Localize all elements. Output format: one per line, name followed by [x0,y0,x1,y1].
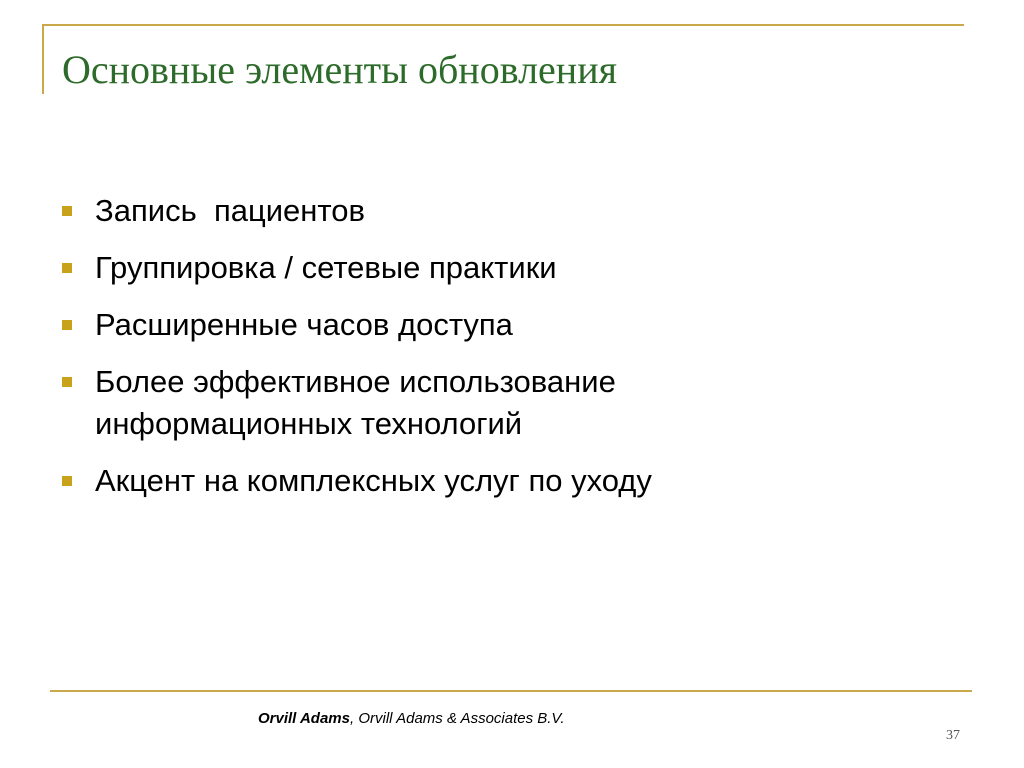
bullet-item [62,460,962,502]
footer-company: , Orvill Adams & Associates B.V. [349,710,565,727]
footer-author: Orvill Adams [258,710,350,727]
square-bullet-icon [62,476,72,486]
bullet-text: Группировка / сетевые практики [95,250,557,285]
bullet-item [62,361,962,445]
bullet-text: Расширенные часов доступа [95,307,513,342]
slide-title: Основные элементы обновления [62,47,617,92]
title-rule-top [42,24,964,26]
square-bullet-icon [62,320,72,330]
bullet-text: Запись пациентов [95,193,365,228]
footer-credit [258,710,565,727]
bullet-list [62,190,962,517]
bullet-item [62,190,962,232]
title-rule-left [42,24,44,94]
bullet-text: Акцент на комплексных услуг по уходу [95,463,652,498]
slide-number: 37 [946,728,960,743]
bullet-item [62,247,962,289]
square-bullet-icon [62,206,72,216]
footer-rule [50,690,972,692]
bullet-text: Более эффективное использование информационных технологий [95,364,625,441]
bullet-item [62,304,962,346]
square-bullet-icon [62,377,72,387]
square-bullet-icon [62,263,72,273]
